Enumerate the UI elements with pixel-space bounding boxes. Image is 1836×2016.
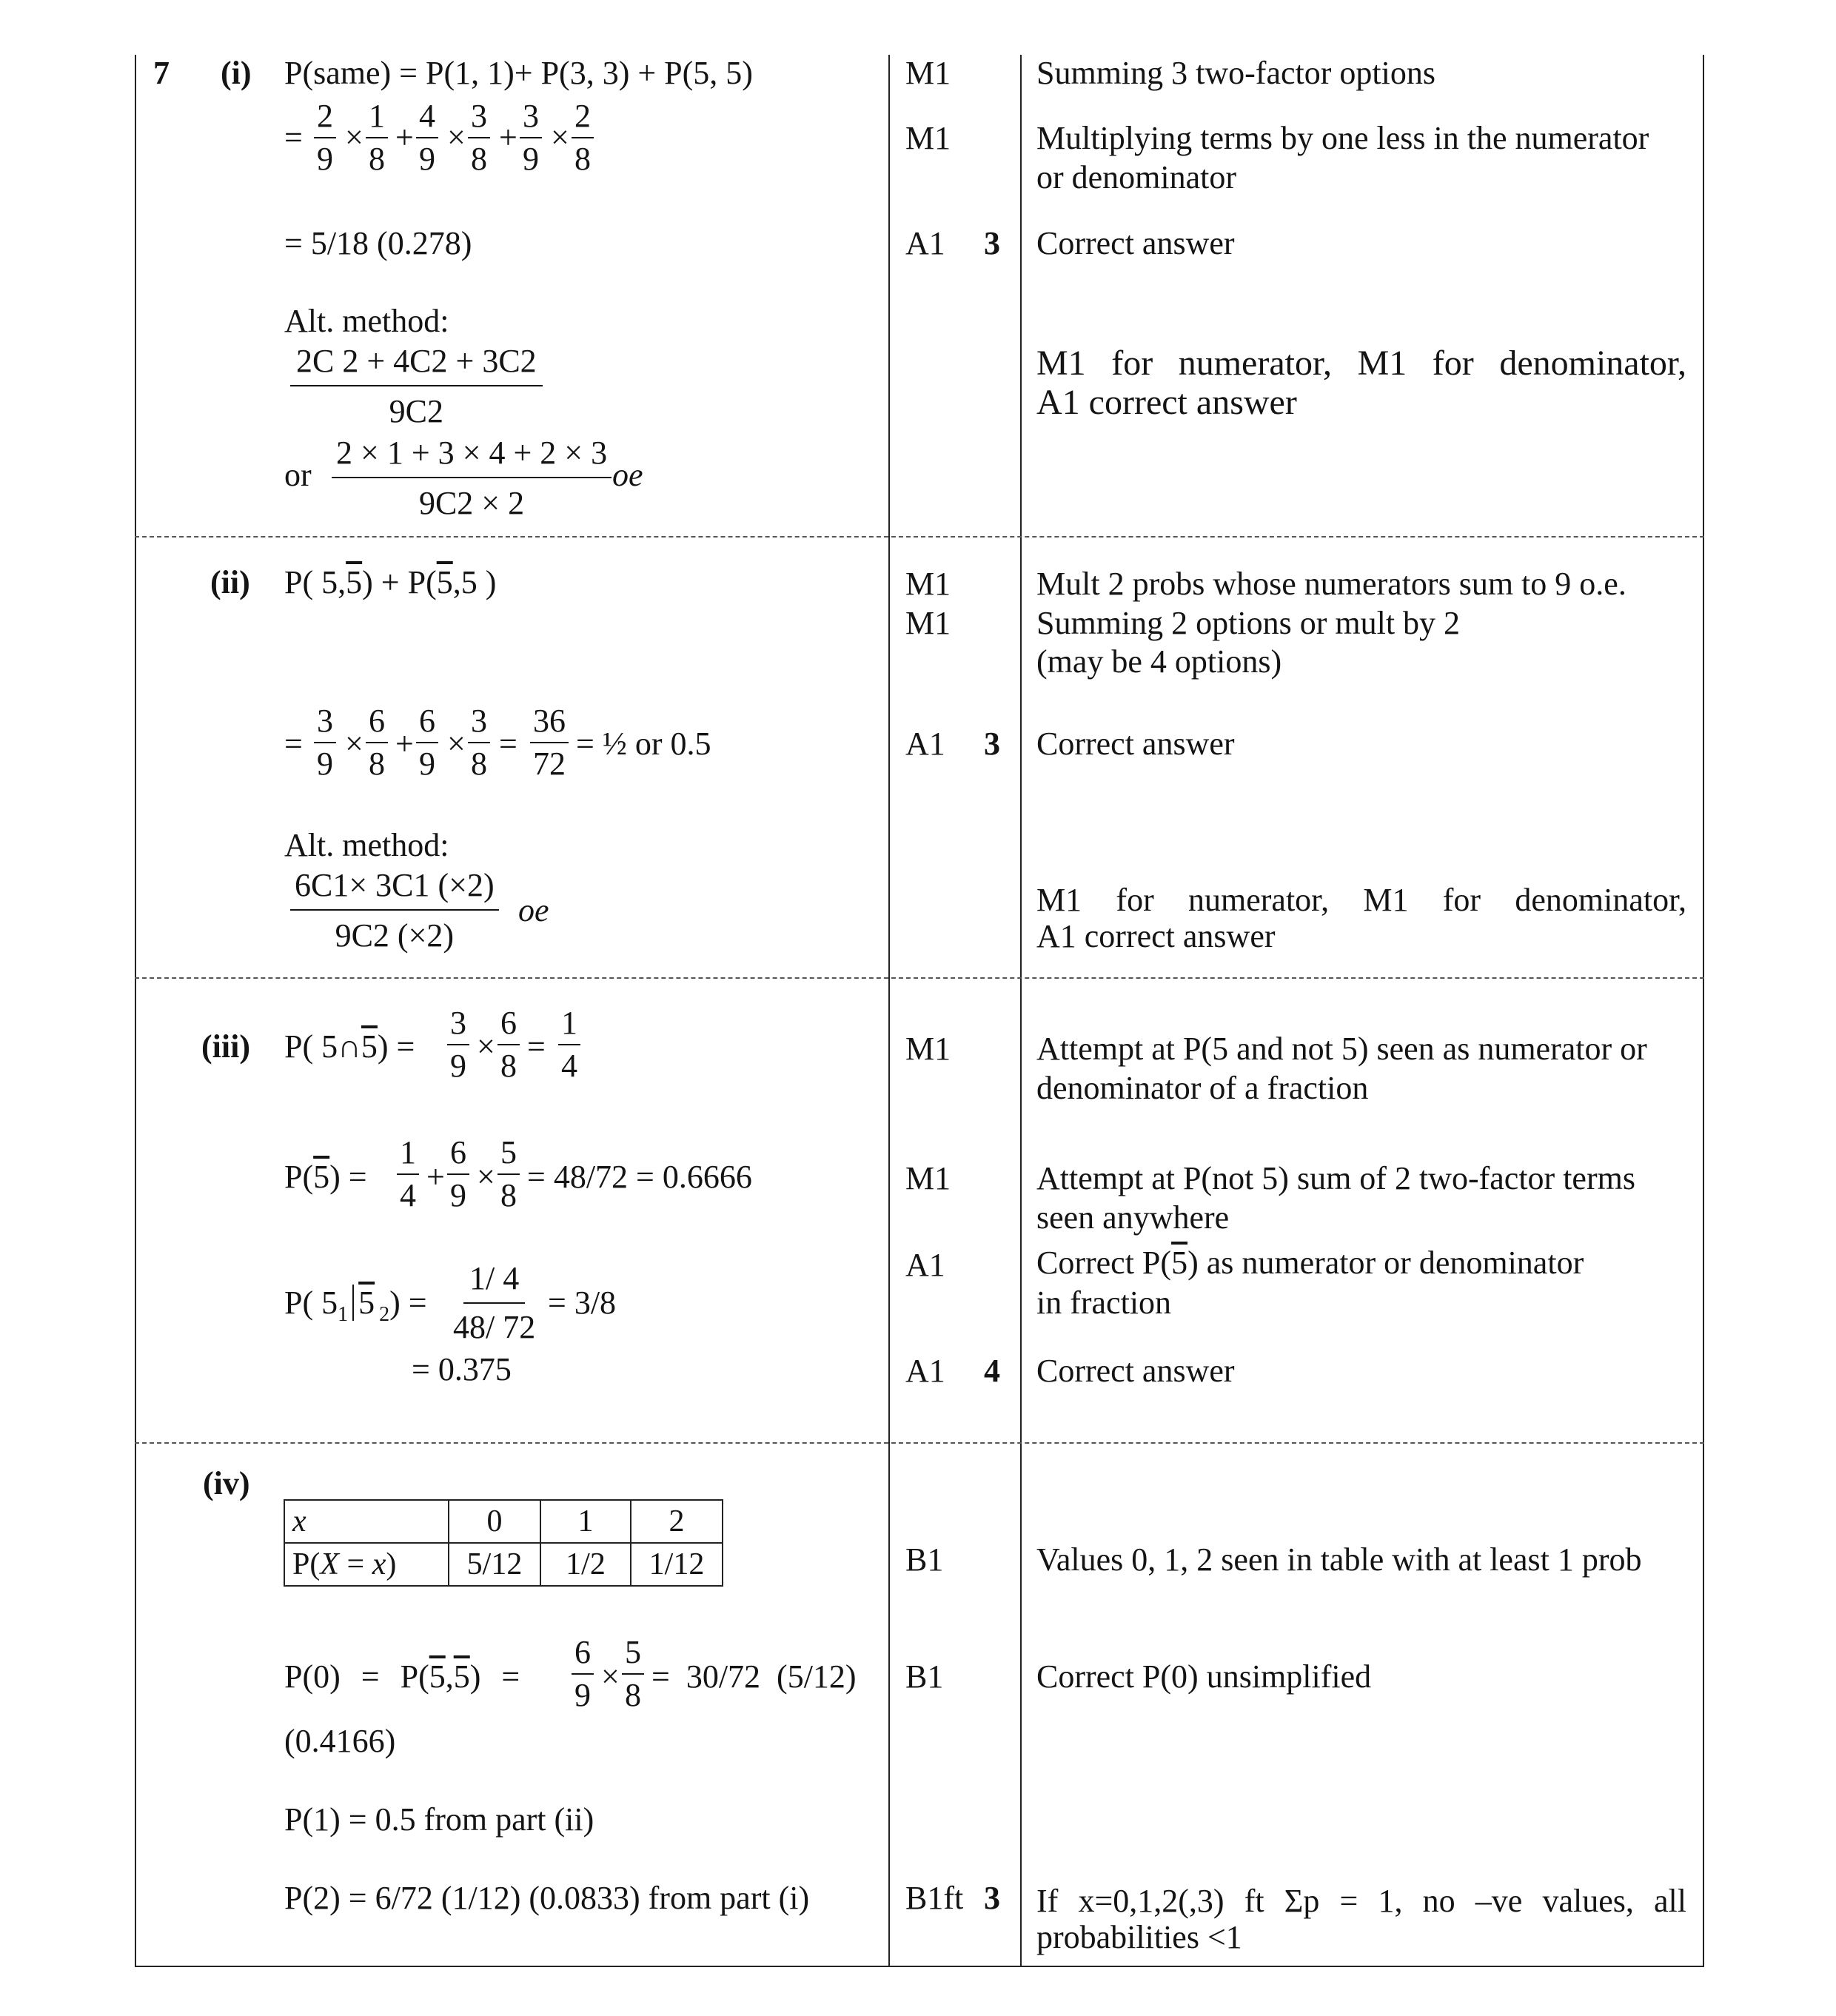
operator: × [477, 1159, 495, 1195]
part-total: 3 [984, 726, 1000, 762]
mark: A1 [905, 225, 945, 261]
guidance-text: (may be 4 options) [1036, 643, 1282, 680]
table-cell: P(X = x) [284, 1543, 449, 1586]
alt-fraction-2: $\frac{2 \times 1 + 3 \times 4 + 2 \times 3}{9C2 \times 2}$ [332, 437, 612, 520]
guidance-text: Multiplying terms by one less in the numerator [1036, 120, 1649, 156]
operator: × [345, 119, 363, 155]
operator: + [499, 119, 517, 155]
result: = 5/18 (0.278) [284, 225, 472, 261]
part-label: (iv) [203, 1465, 250, 1501]
guidance-text: Summing 3 two-factor options [1036, 55, 1435, 91]
table-cell: 5/12 [449, 1543, 540, 1586]
part-label: (iii) [201, 1028, 250, 1065]
fraction: $\frac{6}{8}$ [366, 705, 388, 780]
operator: × [477, 1028, 495, 1065]
mark: M1 [905, 1031, 951, 1067]
part-label: (i) [221, 55, 252, 91]
mark: B1 [905, 1541, 944, 1578]
guidance-text: Mult 2 probs whose numerators sum to 9 o.e. [1036, 566, 1626, 602]
guidance-text: A1 correct answer [1036, 918, 1276, 954]
fraction: $\frac{3}{8}$ [468, 100, 490, 175]
left-border [135, 55, 136, 1967]
fraction: $\frac{6}{8}$ [497, 1007, 520, 1082]
guidance-text: A1 correct answer [1036, 383, 1297, 422]
result: = 48/72 = 0.6666 [527, 1159, 752, 1195]
fraction: $\frac{1/ 4}{48/ 72}$ [453, 1260, 536, 1345]
table-cell: 1 [540, 1500, 631, 1543]
fraction: $\frac{6}{9}$ [572, 1636, 594, 1712]
result: = 0.375 [412, 1351, 512, 1387]
working-line: P(5) = [284, 1159, 367, 1195]
operator: × [345, 726, 363, 762]
result: = 3/8 [548, 1285, 617, 1321]
alt-fraction: $\frac{2C 2 + 4C2 + 3C2}{9C2}$ [290, 345, 543, 428]
table-row [284, 1543, 723, 1586]
guidance-text: M1 for numerator, M1 for denominator, [1036, 344, 1686, 383]
guidance-text: in fraction [1036, 1285, 1172, 1321]
alt-method-heading: Alt. method: [284, 303, 449, 339]
operator: = [527, 1028, 546, 1065]
table-cell: 2 [631, 1500, 723, 1543]
oe-note: oe [518, 892, 549, 928]
mark: M1 [905, 55, 951, 91]
marks-column-divider [888, 55, 890, 1967]
mark: M1 [905, 605, 951, 641]
guidance-text: Correct answer [1036, 726, 1235, 762]
equals-sign: = [284, 119, 303, 155]
part-divider-2 [135, 977, 1704, 979]
working-line: P(same) = P(1, 1)+ P(3, 3) + P(5, 5) [284, 55, 753, 91]
fraction: $\frac{1}{8}$ [366, 100, 388, 175]
result: = ½ or 0.5 [576, 726, 711, 762]
bottom-border [135, 1966, 1704, 1967]
operator: × [447, 726, 466, 762]
fraction: $\frac{1}{4}$ [397, 1136, 419, 1212]
part-total: 4 [984, 1353, 1000, 1389]
fraction: $\frac{3}{8}$ [468, 705, 490, 780]
working-line: P( 5∩5) = [284, 1028, 415, 1065]
equals-sign: = [499, 726, 517, 762]
mark: B1 [905, 1658, 944, 1695]
result: = 30/72 (5/12) [651, 1658, 857, 1695]
operator: × [447, 119, 466, 155]
working-line: P(2) = 6/72 (1/12) (0.0833) from part (i) [284, 1880, 810, 1916]
guidance-text: M1 for numerator, M1 for denominator, [1036, 882, 1686, 918]
part-total: 3 [984, 1880, 1000, 1916]
guidance-text: Attempt at P(5 and not 5) seen as numerator or [1036, 1031, 1647, 1067]
alt-method-heading: Alt. method: [284, 827, 449, 863]
part-total: 3 [984, 225, 1000, 261]
mark: A1 [905, 1353, 945, 1389]
guidance-text: If x=0,1,2(,3) ft Σp = 1, no –ve values, all [1036, 1883, 1686, 1919]
working-line: P( $5_1$ 5 $_2$) = [284, 1285, 427, 1326]
mark: A1 [905, 1247, 945, 1283]
operator: × [551, 119, 569, 155]
right-border [1703, 55, 1704, 1967]
fraction: $\frac{3}{9}$ [447, 1007, 469, 1082]
operator: + [426, 1159, 445, 1195]
guidance-column-divider [1020, 55, 1022, 1967]
guidance-text: Correct P(5) as numerator or denominator [1036, 1245, 1584, 1281]
fraction: $\frac{5}{8}$ [497, 1136, 520, 1212]
table-cell: 0 [449, 1500, 540, 1543]
guidance-text: Attempt at P(not 5) sum of 2 two-factor terms [1036, 1160, 1635, 1196]
mark: B1ft [905, 1880, 964, 1916]
fraction: $\frac{6}{9}$ [416, 705, 438, 780]
table-row [284, 1500, 723, 1543]
mark: A1 [905, 726, 945, 762]
part-label: (ii) [210, 564, 250, 600]
fraction: $\frac{3}{9}$ [520, 100, 542, 175]
part-divider-3 [135, 1442, 1704, 1444]
mark: M1 [905, 120, 951, 156]
question-number: 7 [153, 55, 170, 91]
fraction: $\frac{6}{9}$ [447, 1136, 469, 1212]
guidance-text: or denominator [1036, 159, 1237, 195]
fraction: $\frac{4}{9}$ [416, 100, 438, 175]
table-cell: 1/2 [540, 1543, 631, 1586]
guidance-text: Correct P(0) unsimplified [1036, 1658, 1372, 1695]
mark: M1 [905, 566, 951, 602]
guidance-text: probabilities <1 [1036, 1919, 1242, 1955]
fraction: $\frac{36}{72}$ [530, 705, 569, 780]
table-cell: 1/12 [631, 1543, 723, 1586]
guidance-text: Correct answer [1036, 225, 1235, 261]
fraction: $\frac{3}{9}$ [314, 705, 336, 780]
equals-sign: = [284, 726, 303, 762]
working-line: P( 5,5) + P(5,5 ) [284, 564, 497, 600]
operator: + [395, 119, 414, 155]
alt-fraction: $\frac{6C1\times 3C1 (\times 2)}{9C2 (\times 2)}$ [290, 869, 499, 952]
operator: + [395, 726, 414, 762]
guidance-text: denominator of a fraction [1036, 1070, 1369, 1106]
fraction: $\frac{2}{8}$ [572, 100, 594, 175]
guidance-text: seen anywhere [1036, 1199, 1230, 1236]
guidance-text: Correct answer [1036, 1353, 1235, 1389]
guidance-text: Values 0, 1, 2 seen in table with at least 1 prob [1036, 1541, 1642, 1578]
mark: M1 [905, 1160, 951, 1196]
table-cell: x [284, 1500, 449, 1543]
fraction: $\frac{1}{4}$ [558, 1007, 580, 1082]
working-line: P(0) = P(5,5) = [284, 1658, 520, 1695]
fraction: $\frac{5}{8}$ [622, 1636, 644, 1712]
guidance-text: Summing 2 options or mult by 2 [1036, 605, 1461, 641]
result: (0.4166) [284, 1723, 396, 1759]
oe-note: oe [612, 457, 643, 493]
operator: × [601, 1658, 620, 1695]
working-line: P(1) = 0.5 from part (ii) [284, 1801, 594, 1838]
fraction: $\frac{2}{9}$ [314, 100, 336, 175]
probability-distribution-table [284, 1499, 723, 1587]
or-word: or [284, 457, 312, 493]
part-divider-1 [135, 536, 1704, 538]
